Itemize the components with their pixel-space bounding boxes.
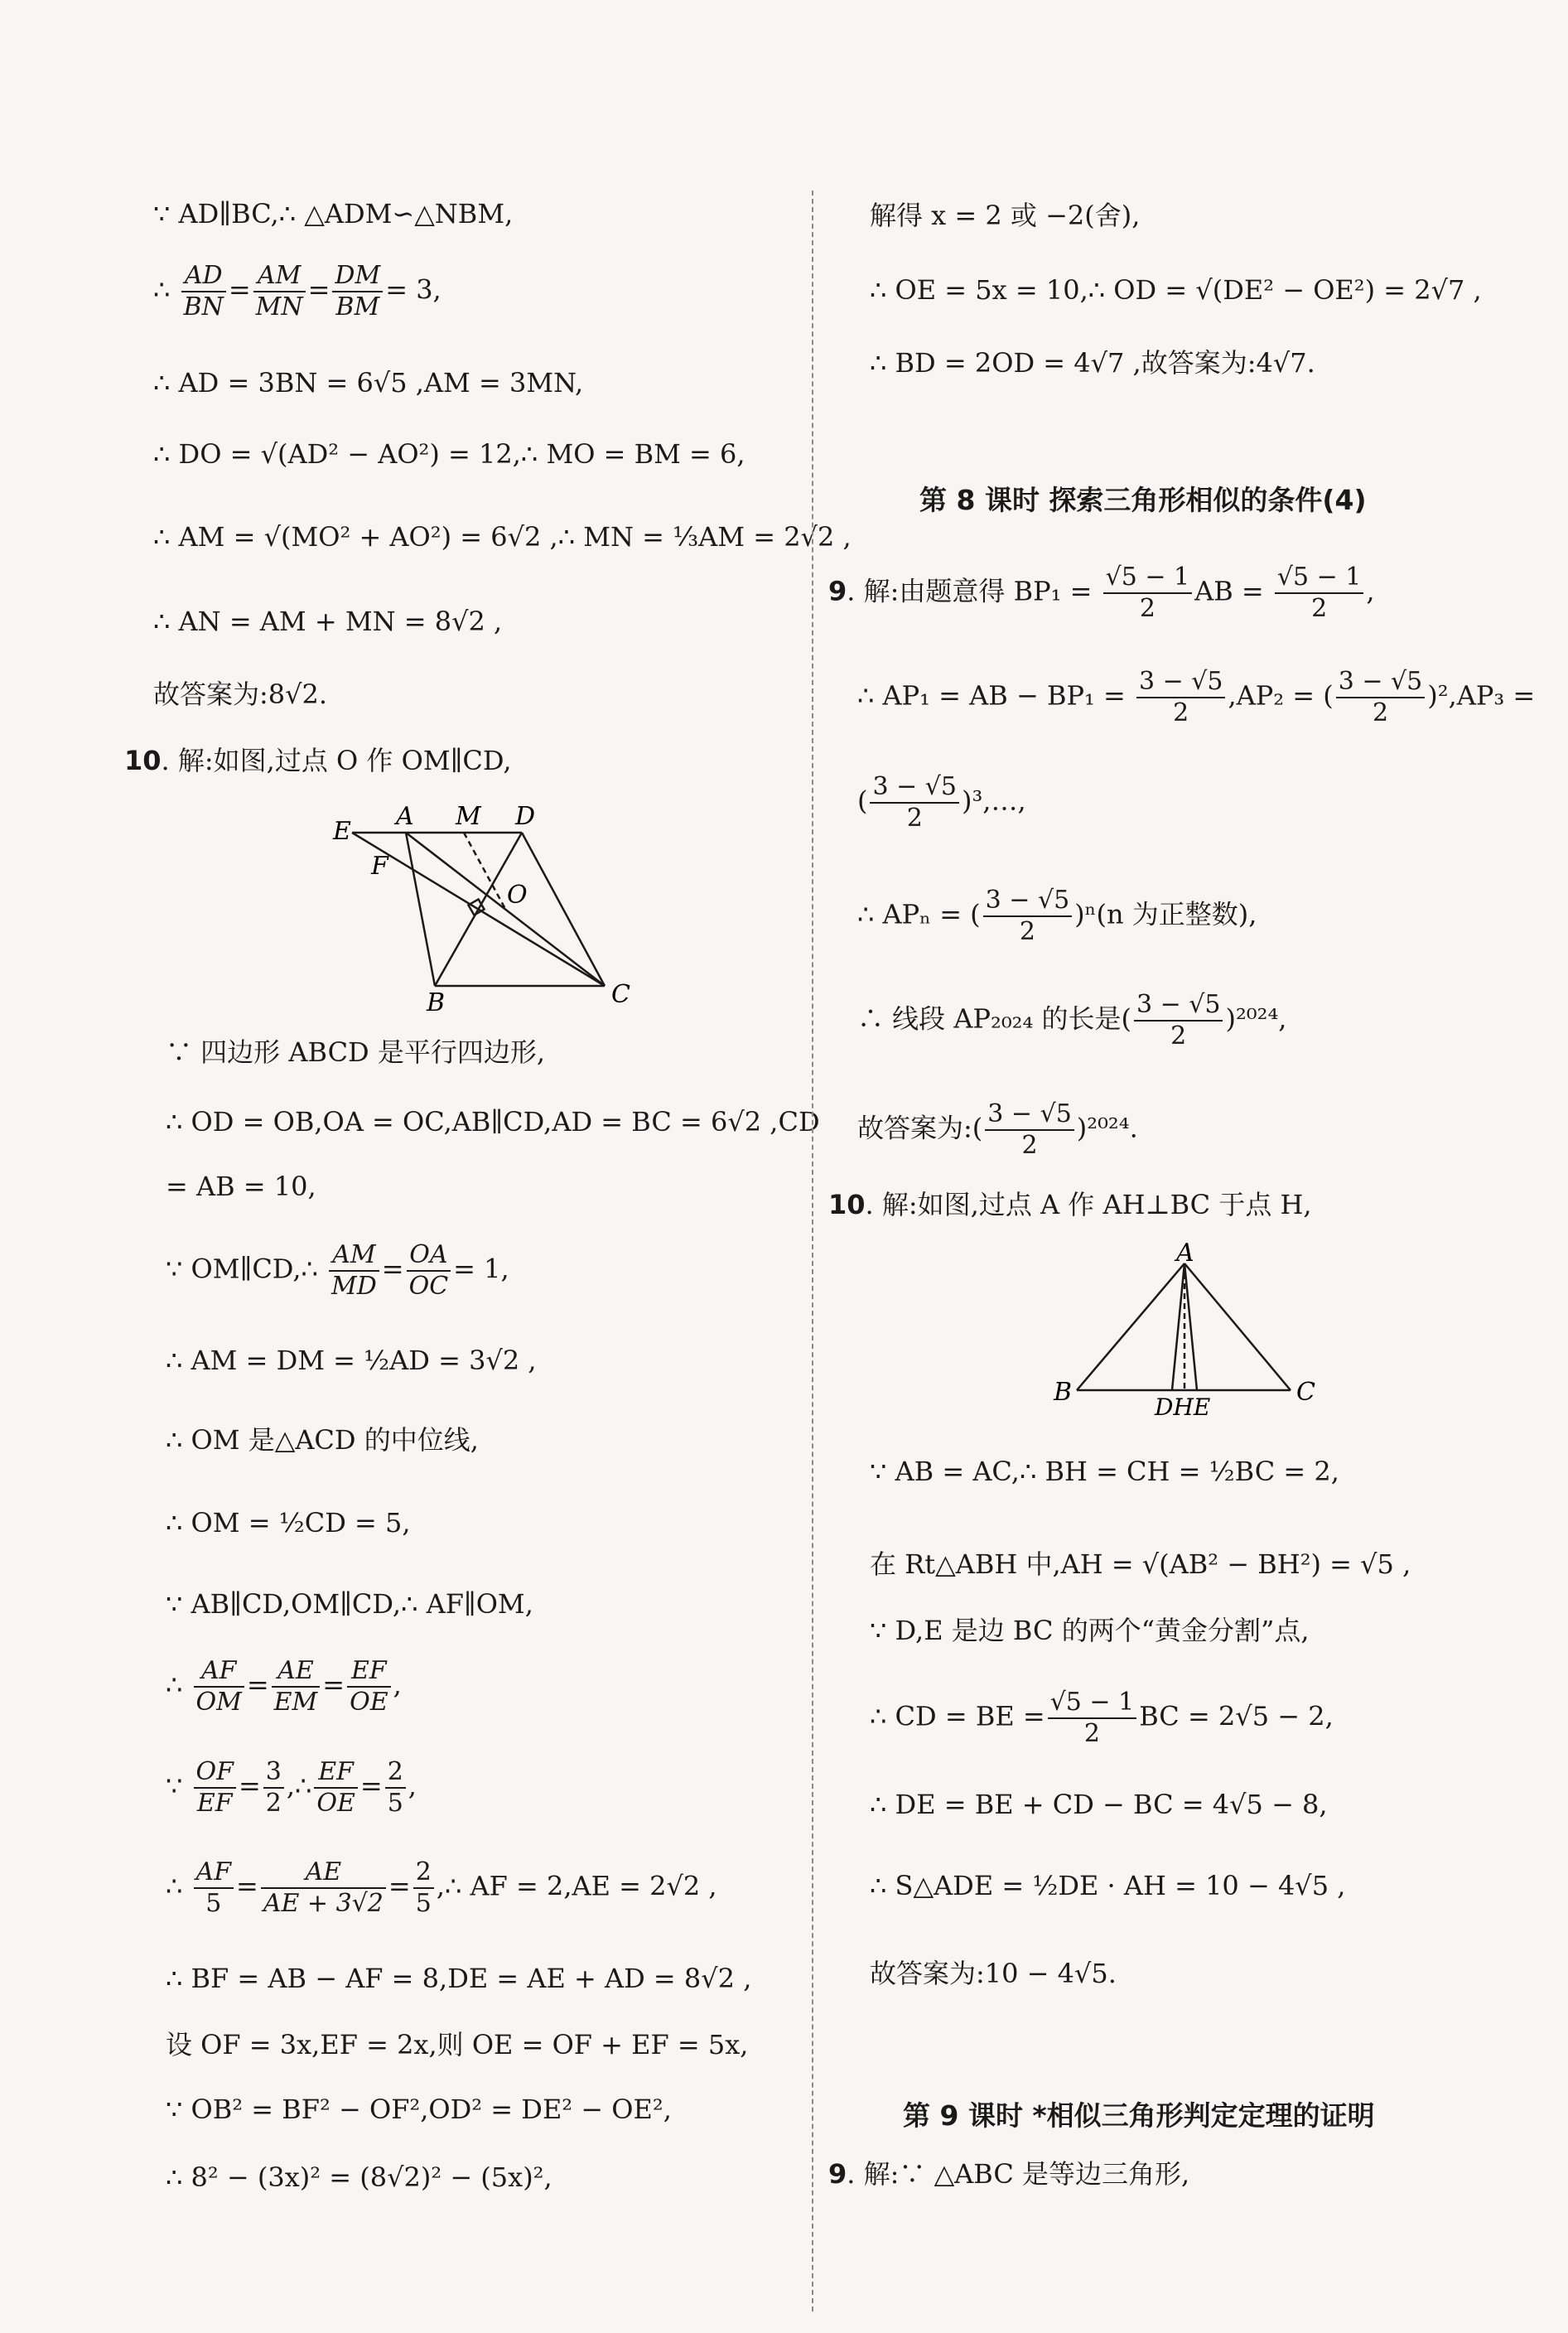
fraction: $\frac{OA}{OC}$ <box>407 1243 451 1299</box>
section-heading-lesson-8: 第 8 课时 探索三角形相似的条件(4) <box>919 484 1367 516</box>
fig1-label-d: D <box>515 802 536 831</box>
fraction: $\frac{AE}{EM}$ <box>272 1659 321 1715</box>
fraction: $\frac{√5 - 1}{2}$ <box>1275 565 1364 621</box>
fraction-line: ∴ $\frac{AD}{BN}$ = $\frac{AM}{MN}$ = $\frac{DM}{BM}$ = 3, <box>153 261 441 321</box>
fraction: $\frac{OF}{EF}$ <box>194 1760 236 1816</box>
text-line: ∴ 8² − (3x)² = (8√2)² − (5x)², <box>166 2162 552 2193</box>
fraction: $\frac{3 - √5}{2}$ <box>1136 669 1226 726</box>
text-line: 解得 x = 2 或 −2(舍), <box>870 200 1141 231</box>
fraction: $\frac{2}{5}$ <box>385 1760 406 1816</box>
text-line: ∴ OM 是△ACD 的中位线, <box>166 1424 479 1456</box>
fraction: $\frac{3 - √5}{2}$ <box>983 888 1073 944</box>
text-line: ∵ AB = AC,∴ BH = CH = ½BC = 2, <box>870 1456 1339 1487</box>
question-10-right: 10. 解:如图,过点 A 作 AH⊥BC 于点 H, <box>828 1189 1312 1220</box>
section-heading-lesson-9: 第 9 课时 *相似三角形判定定理的证明 <box>903 2099 1375 2132</box>
text-line: ∴ DO = √(AD² − AO²) = 12,∴ MO = BM = 6, <box>153 438 745 470</box>
text-line: ∴ S△ADE = ½DE · AH = 10 − 4√5 , <box>870 1870 1346 1901</box>
fig2-label-a: A <box>1176 1243 1194 1268</box>
fraction-line: ∴ AP₁ = AB − BP₁ = $\frac{3 - √5}{2}$ ,AP₂ = ( $\frac{3 - √5}{2}$ )²,AP₃ = <box>857 667 1536 727</box>
fig1-label-e: E <box>333 817 351 846</box>
fraction-line: 故答案为:( $\frac{3 - √5}{2}$ )²⁰²⁴. <box>857 1099 1138 1160</box>
question-number: 9 <box>828 2158 847 2190</box>
fraction: $\frac{√5 - 1}{2}$ <box>1048 1690 1137 1746</box>
fraction-line: ∴ APₙ = ( $\frac{3 - √5}{2}$ )ⁿ(n 为正整数), <box>857 886 1257 946</box>
fraction: $\frac{3 - √5}{2}$ <box>1336 669 1426 726</box>
fig1-label-c: C <box>611 980 630 1009</box>
fig1-label-f: F <box>371 852 388 881</box>
fraction: $\frac{AF}{OM}$ <box>194 1659 244 1715</box>
fraction: $\frac{EF}{OE}$ <box>314 1760 358 1816</box>
fig2-label-dhe: DHE <box>1155 1394 1211 1417</box>
fraction: $\frac{3 - √5}{2}$ <box>1134 993 1223 1049</box>
fig1-label-a: A <box>396 802 414 831</box>
fig2-label-c: C <box>1296 1378 1315 1407</box>
text-line: ∴ AN = AM + MN = 8√2 , <box>153 606 503 637</box>
fraction: $\frac{2}{5}$ <box>413 1860 434 1916</box>
text-line: ∴ BF = AB − AF = 8,DE = AE + AD = 8√2 , <box>166 1963 752 1994</box>
fraction: $\frac{3 - √5}{2}$ <box>870 775 959 831</box>
question-9: 9. 解:由题意得 BP₁ = $\frac{√5 - 1}{2}$ AB = $\frac{√5 - 1}{2}$ , <box>828 563 1375 623</box>
fraction-line: ∴ 线段 AP₂₀₂₄ 的长是( $\frac{3 - √5}{2}$ )²⁰²⁴, <box>857 990 1287 1051</box>
fraction-line: ∵ OM∥CD,∴ $\frac{AM}{MD}$ = $\frac{OA}{OC}$ = 1, <box>166 1240 509 1301</box>
text-line: ∴ AM = DM = ½AD = 3√2 , <box>166 1345 537 1376</box>
text-line: ∴ AD = 3BN = 6√5 ,AM = 3MN, <box>153 367 584 398</box>
left-column <box>124 0 852 2333</box>
fraction: $\frac{AE}{AE + 3√2}$ <box>261 1860 386 1916</box>
text-line: 故答案为:10 − 4√5. <box>870 1958 1117 1989</box>
fig2-label-b: B <box>1054 1378 1073 1407</box>
question-number: 10 <box>828 1189 866 1220</box>
text-line: 设 OF = 3x,EF = 2x,则 OE = OF + EF = 5x, <box>166 2029 749 2060</box>
right-column <box>828 0 1541 2333</box>
question-number: 9 <box>828 575 847 607</box>
fraction: $\frac{EF}{OE}$ <box>347 1659 391 1715</box>
fig1-label-m: M <box>456 802 481 831</box>
text-line: ∴ BD = 2OD = 4√7 ,故答案为:4√7. <box>870 347 1315 379</box>
fraction-line: ∵ $\frac{OF}{EF}$ = $\frac{3}{2}$ ,∴ $\frac{EF}{OE}$ = $\frac{2}{5}$ , <box>166 1757 417 1818</box>
column-divider <box>812 191 813 2311</box>
fraction: $\frac{AM}{MN}$ <box>253 263 306 320</box>
parallelogram-figure <box>331 799 762 1015</box>
triangle-figure <box>1052 1243 1325 1417</box>
text-line: ∵ 四边形 ABCD 是平行四边形, <box>166 1036 546 1068</box>
fraction: $\frac{DM}{BM}$ <box>332 263 383 320</box>
text-line: 故答案为:8√2. <box>153 679 328 710</box>
text-line: ∵ AB∥CD,OM∥CD,∴ AF∥OM, <box>166 1588 533 1620</box>
text-line: ∴ DE = BE + CD − BC = 4√5 − 8, <box>870 1789 1328 1820</box>
fraction: $\frac{AD}{BN}$ <box>181 263 226 320</box>
question-number: 10 <box>124 745 162 776</box>
text-line: ∴ OD = OB,OA = OC,AB∥CD,AD = BC = 6√2 ,CD <box>166 1106 820 1138</box>
fraction-line: ∴ $\frac{AF}{5}$ = $\frac{AE}{AE + 3√2}$ = $\frac{2}{5}$ ,∴ AF = 2,AE = 2√2 , <box>166 1857 717 1918</box>
fraction-line: ∴ $\frac{AF}{OM}$ = $\frac{AE}{EM}$ = $\frac{EF}{OE}$ , <box>166 1656 402 1717</box>
text-line: ∵ AD∥BC,∴ △ADM∽△NBM, <box>153 198 514 229</box>
fig1-label-o: O <box>507 881 528 910</box>
fraction: $\frac{3 - √5}{2}$ <box>985 1102 1074 1158</box>
fraction: $\frac{AF}{5}$ <box>194 1860 234 1916</box>
text-line: = AB = 10, <box>166 1171 316 1202</box>
question-9b: 9. 解:∵ △ABC 是等边三角形, <box>828 2158 1190 2190</box>
question-10-left: 10. 解:如图,过点 O 作 OM∥CD, <box>124 745 512 776</box>
text-line: ∴ OM = ½CD = 5, <box>166 1507 411 1538</box>
fraction: $\frac{3}{2}$ <box>263 1760 284 1816</box>
text-line: ∴ OE = 5x = 10,∴ OD = √(DE² − OE²) = 2√7 , <box>870 274 1482 306</box>
text-line: ∴ AM = √(MO² + AO²) = 6√2 ,∴ MN = ⅓AM = 2√2 , <box>153 521 852 553</box>
fraction: $\frac{AM}{MD}$ <box>329 1243 379 1299</box>
text-line: ∵ D,E 是边 BC 的两个“黄金分割”点, <box>870 1615 1310 1646</box>
text-line: ∵ OB² = BF² − OF²,OD² = DE² − OE², <box>166 2094 672 2125</box>
fraction-line: ( $\frac{3 - √5}{2}$ )³,…, <box>857 772 1026 833</box>
fraction: $\frac{√5 - 1}{2}$ <box>1103 565 1193 621</box>
fig1-label-b: B <box>427 988 446 1015</box>
text-line: 在 Rt△ABH 中,AH = √(AB² − BH²) = √5 , <box>870 1548 1411 1580</box>
fraction-line: ∴ CD = BE = $\frac{√5 - 1}{2}$ BC = 2√5 − 2, <box>870 1688 1334 1748</box>
